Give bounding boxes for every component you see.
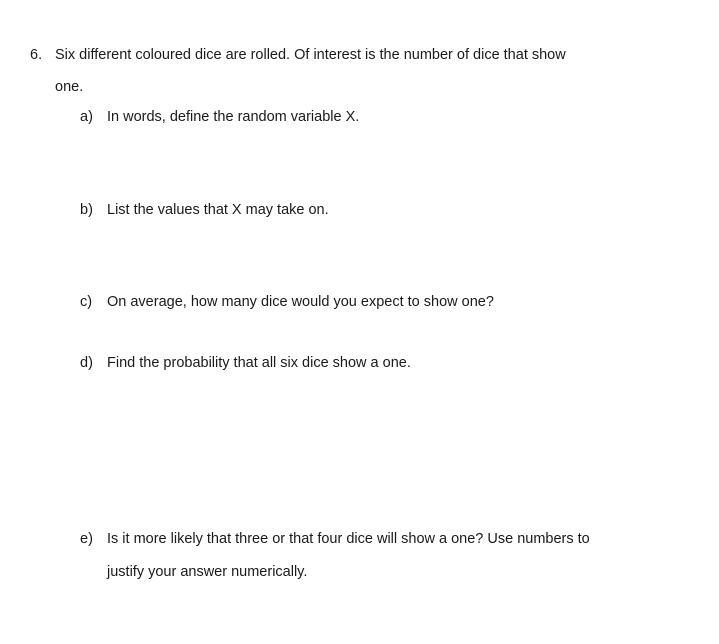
part-e-label: e): [80, 531, 93, 547]
question-number: 6.: [30, 47, 43, 63]
question-text-line2: one.: [55, 79, 84, 95]
part-c-text: On average, how many dice would you expect to show one?: [107, 294, 494, 310]
part-d-text: Find the probability that all six dice show a one.: [107, 355, 411, 371]
part-c-label: c): [80, 294, 93, 310]
part-a-label: a): [80, 109, 93, 125]
part-d-label: d): [80, 355, 93, 371]
part-e-text-line1: Is it more likely that three or that four dice will show a one? Use numbers to: [107, 531, 590, 547]
part-b-text: List the values that X may take on.: [107, 202, 329, 218]
question-text-line1: Six different coloured dice are rolled. Of interest is the number of dice that show: [55, 47, 566, 63]
part-b-label: b): [80, 202, 93, 218]
part-a-text: In words, define the random variable X.: [107, 109, 360, 125]
part-e-text-line2: justify your answer numerically.: [107, 564, 308, 580]
